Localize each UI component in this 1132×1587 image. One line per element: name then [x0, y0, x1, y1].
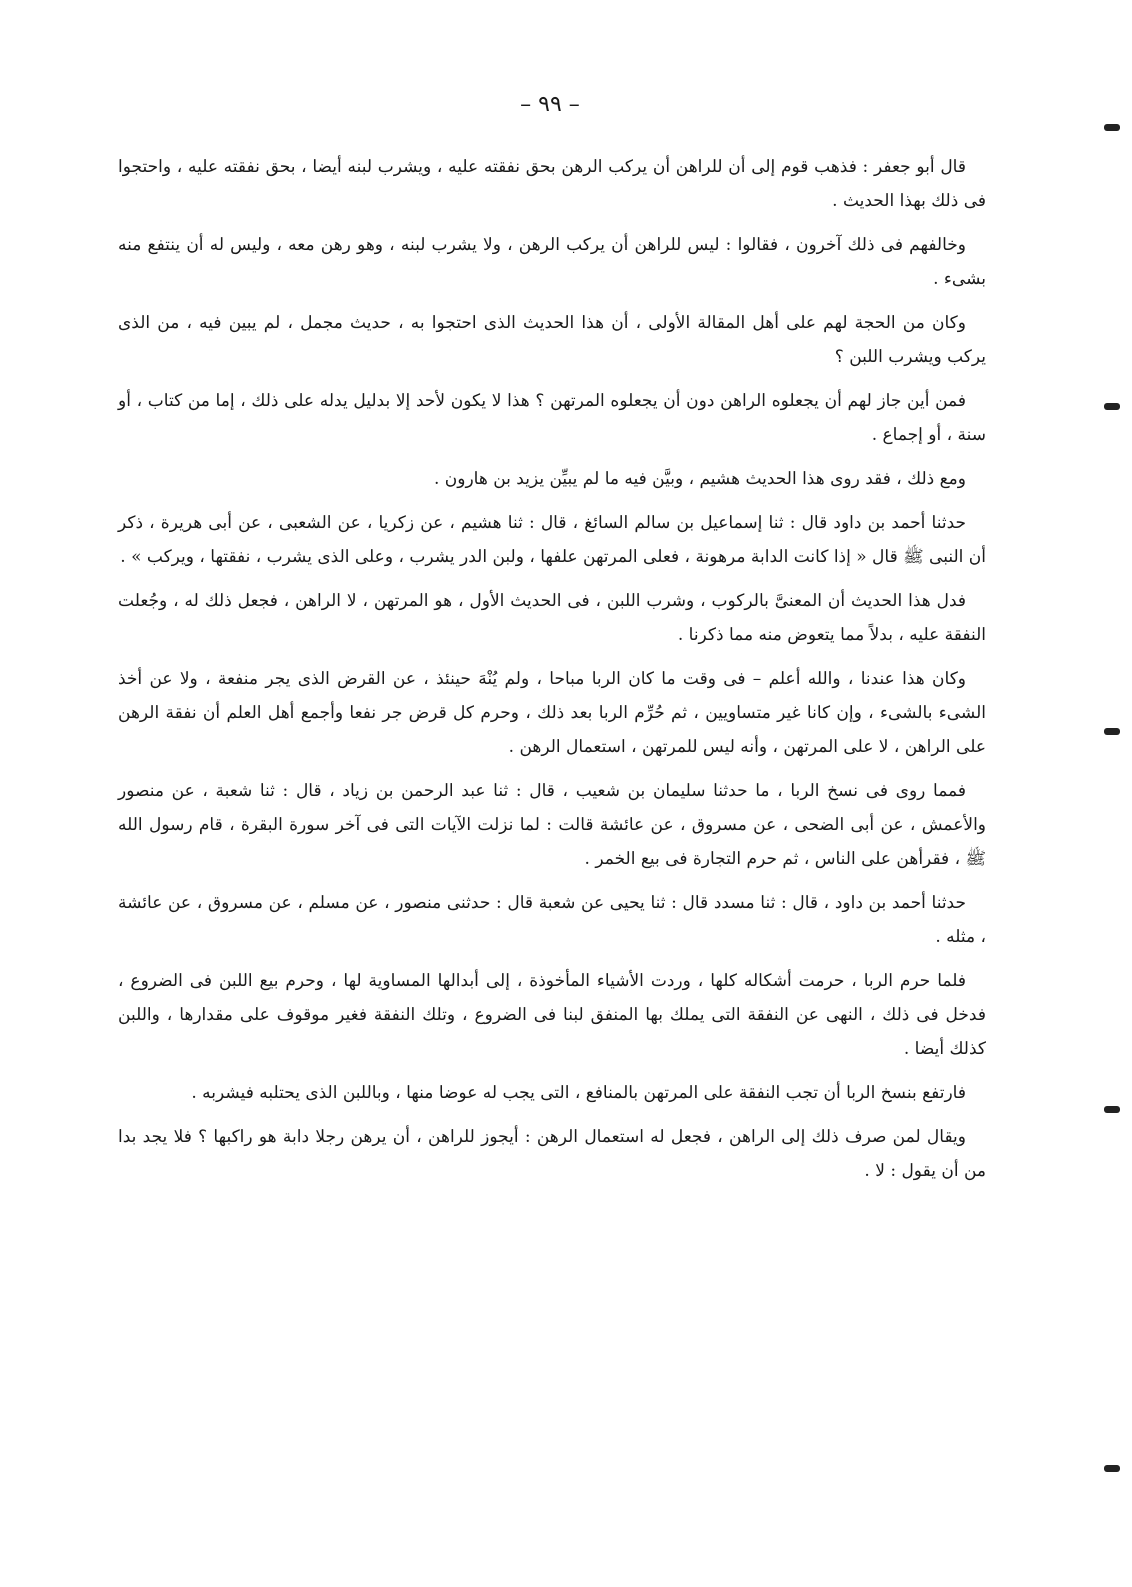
- paragraph-1: قال أبو جعفر : فذهب قوم إلى أن للراهن أن يركب الرهن بحق نفقته عليه ، ويشرب لبنه أيضا ، بحق نفقته عليه ، واحتجوا فى ذلك بهذا الحديث .: [118, 157, 986, 211]
- paragraph-6: حدثنا أحمد بن داود قال : ثنا إسماعيل بن سالم السائغ ، قال : ثنا هشيم ، عن زكريا ، عن الشعبى ، عن أبى هريرة ، ذكر أن النبى ﷺ قال « إذا كانت الدابة مرهونة ، فعلى المرتهن علفها ، ولبن الدر يشرب ، وعلى الذى يشرب ، نفقتها ، ويركب » .: [118, 513, 986, 567]
- binding-mark: [1104, 1106, 1120, 1113]
- paragraph-8: وكان هذا عندنا ، والله أعلم – فى وقت ما كان الربا مباحا ، ولم يُنْهَ حينئذ ، عن القرض الذى يجر منفعة ، ولا عن أخذ الشىء بالشىء ، وإن كانا غير متساويين ، ثم حُرِّم الربا بعد ذلك ، وحرم كل قرض جر نفعا وأجمع أهل العلم أن نفقة الرهن على الراهن ، لا على المرتهن ، وأنه ليس للمرتهن ، استعمال الرهن .: [118, 669, 986, 757]
- binding-mark: [1104, 1465, 1120, 1472]
- paragraph-5: ومع ذلك ، فقد روى هذا الحديث هشيم ، وبيَّن فيه ما لم يبيِّن يزيد بن هارون .: [433, 469, 966, 489]
- binding-mark: [1104, 124, 1120, 131]
- binding-mark: [1104, 728, 1120, 735]
- paragraph-3: وكان من الحجة لهم على أهل المقالة الأولى ، أن هذا الحديث الذى احتجوا به ، حديث مجمل ، لم يبين فيه ، من الذى يركب ويشرب اللبن ؟: [118, 313, 986, 367]
- page-number: – ٩٩ –: [520, 92, 580, 117]
- paragraph-9: فمما روى فى نسخ الربا ، ما حدثنا سليمان بن شعيب ، قال : ثنا عبد الرحمن بن زياد ، قال : ثنا شعبة ، عن منصور والأعمش ، عن أبى الضحى ، عن مسروق ، عن عائشة قالت : لما نزلت الآيات التى فى آخر سورة البقرة ، قام رسول الله ﷺ ، فقرأهن على الناس ، ثم حرم التجارة فى بيع الخمر .: [118, 781, 986, 869]
- paragraph-4: فمن أين جاز لهم أن يجعلوه الراهن دون أن يجعلوه المرتهن ؟ هذا لا يكون لأحد إلا بدليل يدله على ذلك ، إما من كتاب ، أو سنة ، أو إجماع .: [118, 391, 986, 445]
- paragraph-12: فارتفع بنسخ الربا أن تجب النفقة على المرتهن بالمنافع ، التى يجب له عوضا منها ، وباللبن الذى يحتلبه فيشربه .: [191, 1083, 966, 1103]
- paragraph-10: حدثنا أحمد بن داود ، قال : ثنا مسدد قال : ثنا يحيى عن شعبة قال : حدثنى منصور ، عن مسلم ، عن مسروق ، عن عائشة ، مثله .: [118, 893, 986, 947]
- paragraph-13: ويقال لمن صرف ذلك إلى الراهن ، فجعل له استعمال الرهن : أيجوز للراهن ، أن يرهن رجلا دابة هو راكبها ؟ فلا يجد بدا من أن يقول : لا .: [118, 1127, 986, 1181]
- paragraph-2: وخالفهم فى ذلك آخرون ، فقالوا : ليس للراهن أن يركب الرهن ، ولا يشرب لبنه ، وهو رهن معه ، وليس له أن ينتفع منه بشىء .: [118, 235, 986, 289]
- paragraph-7: فدل هذا الحديث أن المعنىَّ بالركوب ، وشرب اللبن ، فى الحديث الأول ، هو المرتهن ، لا الراهن ، فجعل ذلك له ، وجُعلت النفقة عليه ، بدلاً مما يتعوض منه مما ذكرنا .: [118, 591, 986, 645]
- paragraph-11: فلما حرم الربا ، حرمت أشكاله كلها ، وردت الأشياء المأخوذة ، إلى أبدالها المساوية لها ، وحرم بيع اللبن فى الضروع ، فدخل فى ذلك ، النهى عن النفقة التى يملك بها المنفق لبنا فى الضروع ، وتلك النفقة فغير موقوف على مقدارها ، واللبن كذلك أيضا .: [118, 971, 986, 1059]
- binding-mark: [1104, 403, 1120, 410]
- document-body: [118, 150, 986, 1198]
